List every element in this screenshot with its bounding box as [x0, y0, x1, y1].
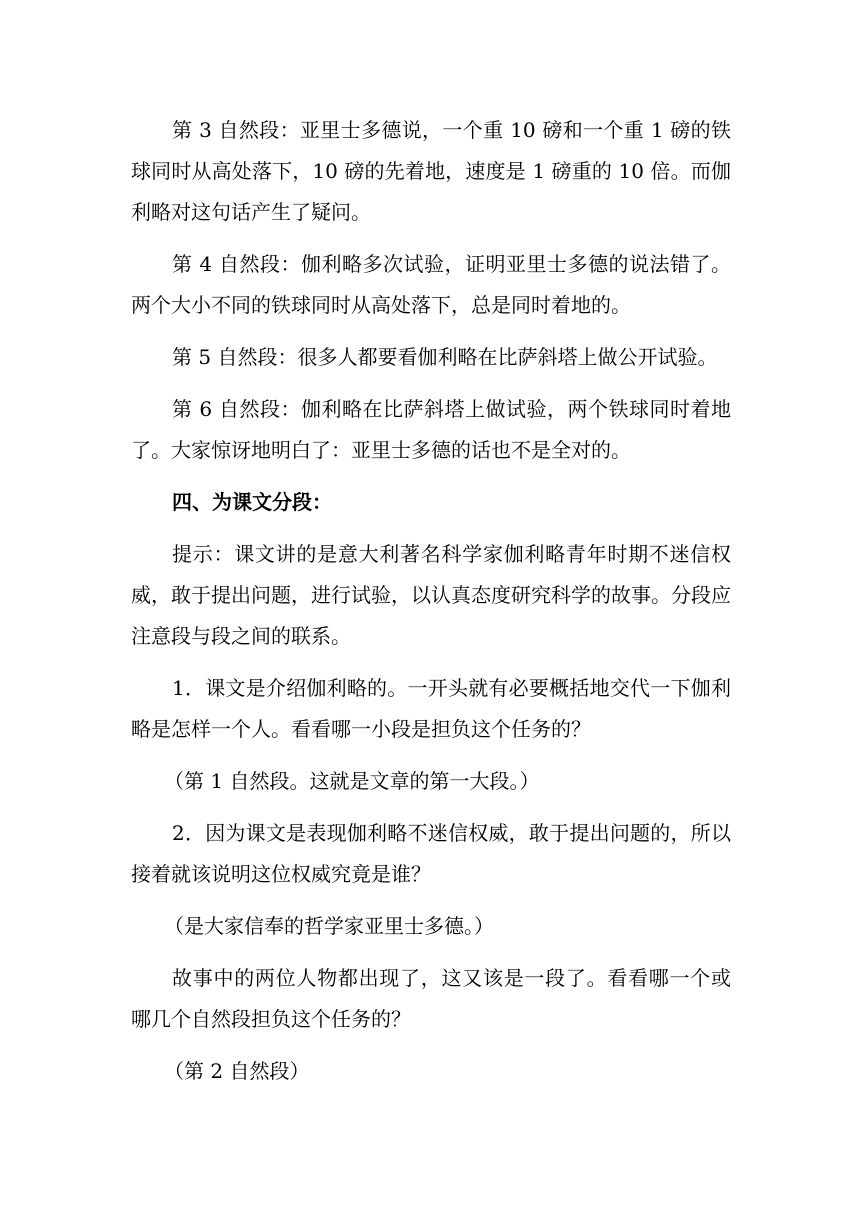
question-1: 1．课文是介绍伽利略的。一开头就有必要概括地交代一下伽利略是怎样一个人。看看哪一小段是担负这个任务的？	[131, 676, 731, 741]
paragraph-4-summary: 第 4 自然段：伽利略多次试验，证明亚里士多德的说法错了。两个大小不同的铁球同时从高处落下，总是同时着地的。	[131, 252, 731, 317]
document-body	[131, 110, 731, 1103]
paragraph-3-summary: 第 3 自然段：亚里士多德说，一个重 10 磅和一个重 1 磅的铁球同时从高处落下，10 磅的先着地，速度是 1 磅重的 10 倍。而伽利略对这句话产生了疑问。	[131, 118, 731, 224]
paragraph-6-summary: 第 6 自然段：伽利略在比萨斜塔上做试验，两个铁球同时着地了。大家惊讶地明白了：亚里士多德的话也不是全对的。	[131, 397, 731, 462]
answer-1: （第 1 自然段。这就是文章的第一大段。）	[164, 769, 540, 793]
answer-2: （是大家信奉的哲学家亚里士多德。）	[164, 914, 494, 938]
answer-3: （第 2 自然段）	[164, 1059, 310, 1083]
question-2: 2．因为课文是表现伽利略不迷信权威，敢于提出问题的，所以接着就该说明这位权威究竟是谁？	[131, 821, 731, 886]
section-heading: 四、为课文分段：	[172, 490, 332, 514]
hint-paragraph: 提示：课文讲的是意大利著名科学家伽利略青年时期不迷信权威，敢于提出问题，进行试验，以认真态度研究科学的故事。分段应注意段与段之间的联系。	[131, 542, 731, 648]
question-3: 故事中的两位人物都出现了，这又该是一段了。看看哪一个或哪几个自然段担负这个任务的？	[131, 966, 731, 1031]
paragraph-5-summary: 第 5 自然段：很多人都要看伽利略在比萨斜塔上做公开试验。	[172, 345, 718, 369]
